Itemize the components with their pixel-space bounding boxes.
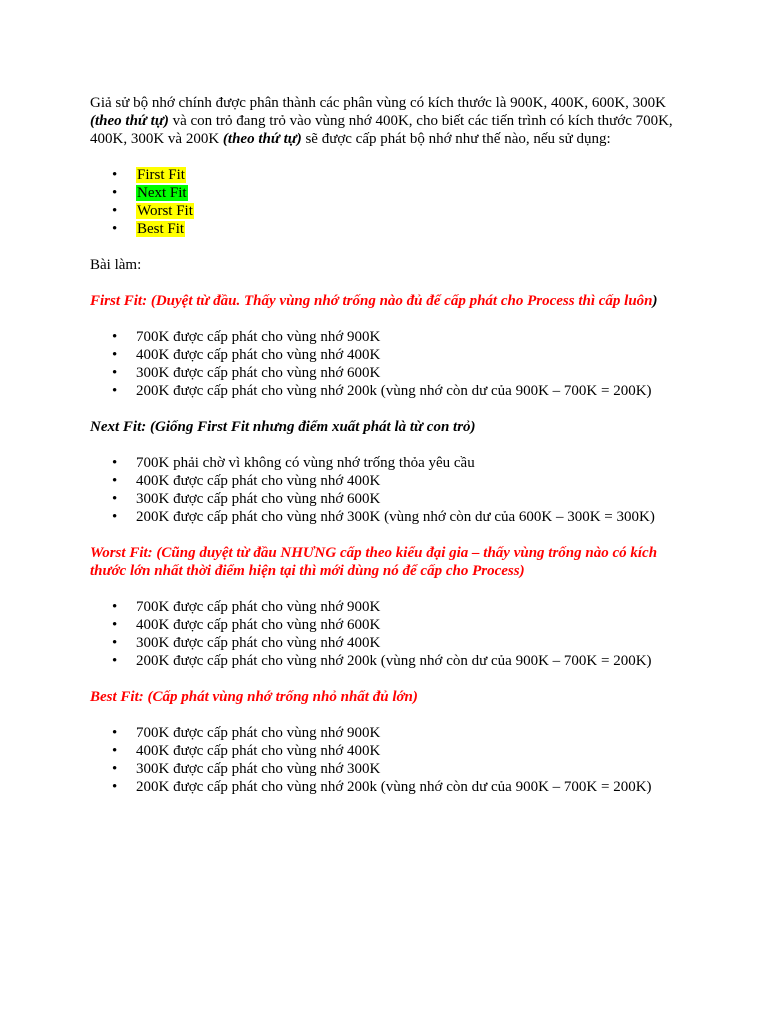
bullet-icon: • — [112, 329, 118, 345]
bullet-icon: • — [112, 473, 118, 489]
method-label: Best Fit — [137, 221, 185, 237]
list-item — [90, 598, 688, 616]
bullet-icon: • — [112, 347, 118, 363]
list-item — [90, 760, 688, 778]
bullet-icon: • — [112, 617, 118, 633]
problem-statement — [90, 94, 688, 148]
method-label: Next Fit — [137, 185, 187, 201]
section-list-next-fit — [90, 454, 688, 526]
intro-emphasis-2: (theo thứ tự) — [222, 131, 302, 147]
list-item — [90, 490, 688, 508]
list-item-text: 700K được cấp phát cho vùng nhớ 900K — [136, 725, 381, 741]
section-title-text: Best Fit: (Cấp phát vùng nhớ trống nhỏ nhất đủ lớn) — [90, 689, 418, 705]
list-item — [90, 652, 688, 670]
answer-label: Bài làm: — [90, 257, 142, 273]
bullet-icon: • — [112, 599, 118, 615]
list-item-text: 300K được cấp phát cho vùng nhớ 300K — [136, 761, 381, 777]
intro-text-2: và con trỏ đang trỏ vào vùng nhớ 400K, cho biết các tiến trình có kích thước 700K, 400K, 300K và 200K — [90, 113, 673, 147]
section-title-text: Worst Fit: (Cũng duyệt từ đầu NHƯNG cấp theo kiểu đại gia – thấy vùng trống nào có kích thước lớn nhất thời điểm hiện tại thì mới dùng nó để cấp cho Process) — [90, 545, 658, 579]
method-list — [90, 166, 688, 238]
section-list-first-fit — [90, 328, 688, 400]
bullet-icon: • — [112, 743, 118, 759]
method-item-worst-fit — [90, 202, 688, 220]
list-item — [90, 346, 688, 364]
list-item — [90, 724, 688, 742]
method-item-next-fit — [90, 184, 688, 202]
section-title-first-fit — [90, 292, 688, 310]
method-item-first-fit — [90, 166, 688, 184]
bullet-icon: • — [112, 455, 118, 471]
list-item-text: 700K phải chờ vì không có vùng nhớ trống thỏa yêu cầu — [136, 455, 475, 471]
bullet-icon: • — [112, 725, 118, 741]
list-item-text: 200K được cấp phát cho vùng nhớ 300K (vùng nhớ còn dư của 600K – 300K = 300K) — [136, 509, 655, 525]
section-title-tail: ) — [652, 293, 658, 309]
intro-text-3: sẽ được cấp phát bộ nhớ như thế nào, nếu sử dụng: — [301, 131, 611, 147]
list-item-text: 400K được cấp phát cho vùng nhớ 400K — [136, 347, 381, 363]
intro-emphasis-1: (theo thứ tự) — [90, 113, 169, 129]
method-item-best-fit — [90, 220, 688, 238]
bullet-icon: • — [112, 365, 118, 381]
list-item — [90, 472, 688, 490]
list-item-text: 200K được cấp phát cho vùng nhớ 200k (vùng nhớ còn dư của 900K – 700K = 200K) — [136, 383, 652, 399]
bullet-icon: • — [112, 509, 118, 525]
bullet-icon: • — [112, 761, 118, 777]
list-item-text: 200K được cấp phát cho vùng nhớ 200k (vùng nhớ còn dư của 900K – 700K = 200K) — [136, 779, 652, 795]
list-item — [90, 634, 688, 652]
list-item — [90, 616, 688, 634]
section-title-next-fit — [90, 418, 688, 436]
section-list-worst-fit — [90, 598, 688, 670]
section-title-text: Next Fit: (Giống First Fit nhưng điểm xuất phát là từ con trỏ) — [90, 419, 476, 435]
method-label: First Fit — [137, 167, 185, 183]
section-title-worst-fit — [90, 544, 688, 580]
bullet-icon: • — [112, 491, 118, 507]
list-item-text: 300K được cấp phát cho vùng nhớ 600K — [136, 365, 381, 381]
list-item-text: 700K được cấp phát cho vùng nhớ 900K — [136, 329, 381, 345]
bullet-icon: • — [112, 221, 118, 237]
list-item — [90, 508, 688, 526]
list-item — [90, 364, 688, 382]
bullet-icon: • — [112, 779, 118, 795]
bullet-icon: • — [112, 653, 118, 669]
list-item-text: 400K được cấp phát cho vùng nhớ 400K — [136, 743, 381, 759]
list-item-text: 700K được cấp phát cho vùng nhớ 900K — [136, 599, 381, 615]
list-item-text: 300K được cấp phát cho vùng nhớ 400K — [136, 635, 381, 651]
method-label: Worst Fit — [137, 203, 193, 219]
bullet-icon: • — [112, 635, 118, 651]
intro-text-1: Giả sử bộ nhớ chính được phân thành các phân vùng có kích thước là 900K, 400K, 600K, 300K — [90, 95, 666, 111]
list-item — [90, 454, 688, 472]
section-title-best-fit — [90, 688, 688, 706]
list-item-text: 200K được cấp phát cho vùng nhớ 200k (vùng nhớ còn dư của 900K – 700K = 200K) — [136, 653, 652, 669]
bullet-icon: • — [112, 185, 118, 201]
bullet-icon: • — [112, 383, 118, 399]
section-list-best-fit — [90, 724, 688, 796]
list-item — [90, 778, 688, 796]
list-item-text: 400K được cấp phát cho vùng nhớ 400K — [136, 473, 381, 489]
list-item-text: 400K được cấp phát cho vùng nhớ 600K — [136, 617, 381, 633]
section-title-text: First Fit: (Duyệt từ đầu. Thấy vùng nhớ trống nào đủ để cấp phát cho Process thì cấp luôn — [90, 293, 653, 309]
list-item — [90, 742, 688, 760]
bullet-icon: • — [112, 167, 118, 183]
bullet-icon: • — [112, 203, 118, 219]
list-item-text: 300K được cấp phát cho vùng nhớ 600K — [136, 491, 381, 507]
list-item — [90, 328, 688, 346]
list-item — [90, 382, 688, 400]
